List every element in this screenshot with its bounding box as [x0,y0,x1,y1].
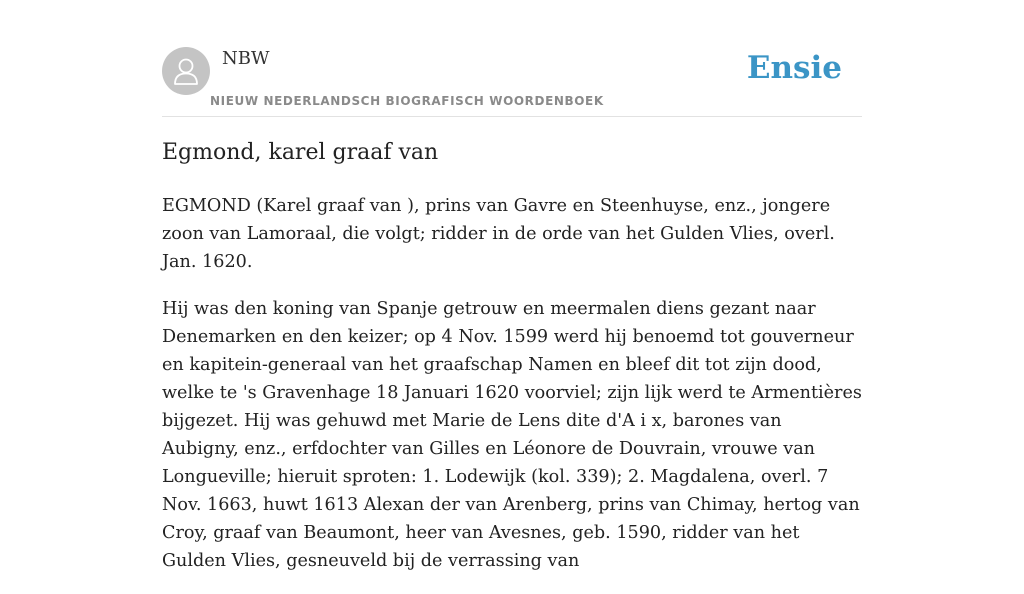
source-subtitle: NIEUW NEDERLANDSCH BIOGRAFISCH WOORDENBOEK [210,94,604,108]
article-paragraph: Hij was den koning van Spanje getrouw en meermalen diens gezant naar Denemarken en den keizer; op 4 Nov. 1599 werd hij benoemd tot gouverneur en kapitein-generaal van het graafschap Namen en bleef dit tot zijn dood, welke te 's Gravenhage 18 Januari 1620 voorviel; zijn lijk werd te Armentières bijgezet. Hij was gehuwd met Marie de Lens dite d'A i x, barones van Aubigny, enz., erfdochter van Gilles en Léonore de Douvrain, vrouwe van Longueville; hieruit sproten: 1. Lodewijk (kol. 339); 2. Magdalena, overl. 7 Nov. 1663, huwt 1613 Alexan der van Arenberg, prins van Chimay, hertog van Croy, graaf van Beaumont, heer van Avesnes, geb. 1590, ridder van het Gulden Vlies, gesneuveld bij de verrassing van [162,299,862,571]
article-title: Egmond, karel graaf van [162,140,439,165]
avatar[interactable] [162,47,210,95]
source-name[interactable]: NBW [222,48,270,69]
article-body [162,192,862,594]
user-icon [172,56,200,86]
source-header [162,46,862,117]
article-paragraph: EGMOND (Karel graaf van ), prins van Gavre en Steenhuyse, enz., jongere zoon van Lamoraal, die volgt; ridder in de orde van het Gulden Vlies, overl. Jan. 1620. [162,196,835,272]
brand-logo[interactable]: Ensie [746,50,842,86]
